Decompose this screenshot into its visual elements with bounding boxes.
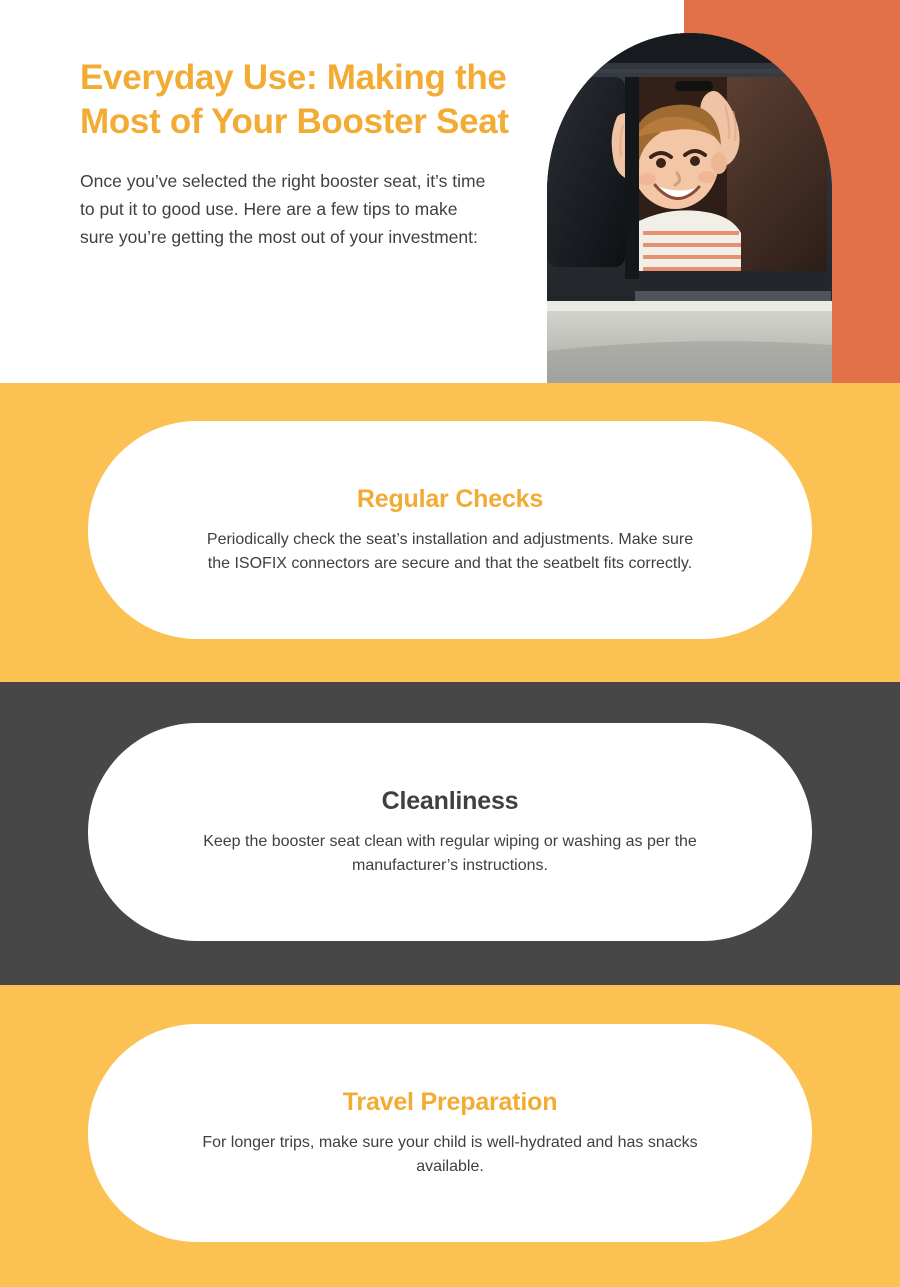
hero-photo xyxy=(547,33,832,383)
card-regular-checks xyxy=(88,421,812,639)
card-body: For longer trips, make sure your child is well-hydrated and has snacks available. xyxy=(202,1133,698,1175)
page-title: Everyday Use: Making the Most of Your Booster Seat xyxy=(80,58,509,141)
hero-intro-paragraph: Once you’ve selected the right booster seat, it’s time to put it to good use. Here are a few tips to make sure you’re getting the most out of your investment: xyxy=(80,171,486,247)
card-travel-preparation xyxy=(88,1024,812,1242)
card-title: Regular Checks xyxy=(356,484,544,513)
card-body: Keep the booster seat clean with regular wiping or washing as per the manufacturer’s instructions. xyxy=(203,832,697,874)
card-body: Periodically check the seat’s installation and adjustments. Make sure the ISOFIX connectors are secure and that the seatbelt fits correctly. xyxy=(206,530,694,572)
card-cleanliness xyxy=(88,723,812,941)
hero-section xyxy=(0,0,900,383)
card-title: Travel Preparation xyxy=(342,1087,558,1116)
card-title: Cleanliness xyxy=(381,786,519,815)
hero-text-group xyxy=(80,56,510,251)
boy-waving-from-car-window-image xyxy=(547,33,832,383)
